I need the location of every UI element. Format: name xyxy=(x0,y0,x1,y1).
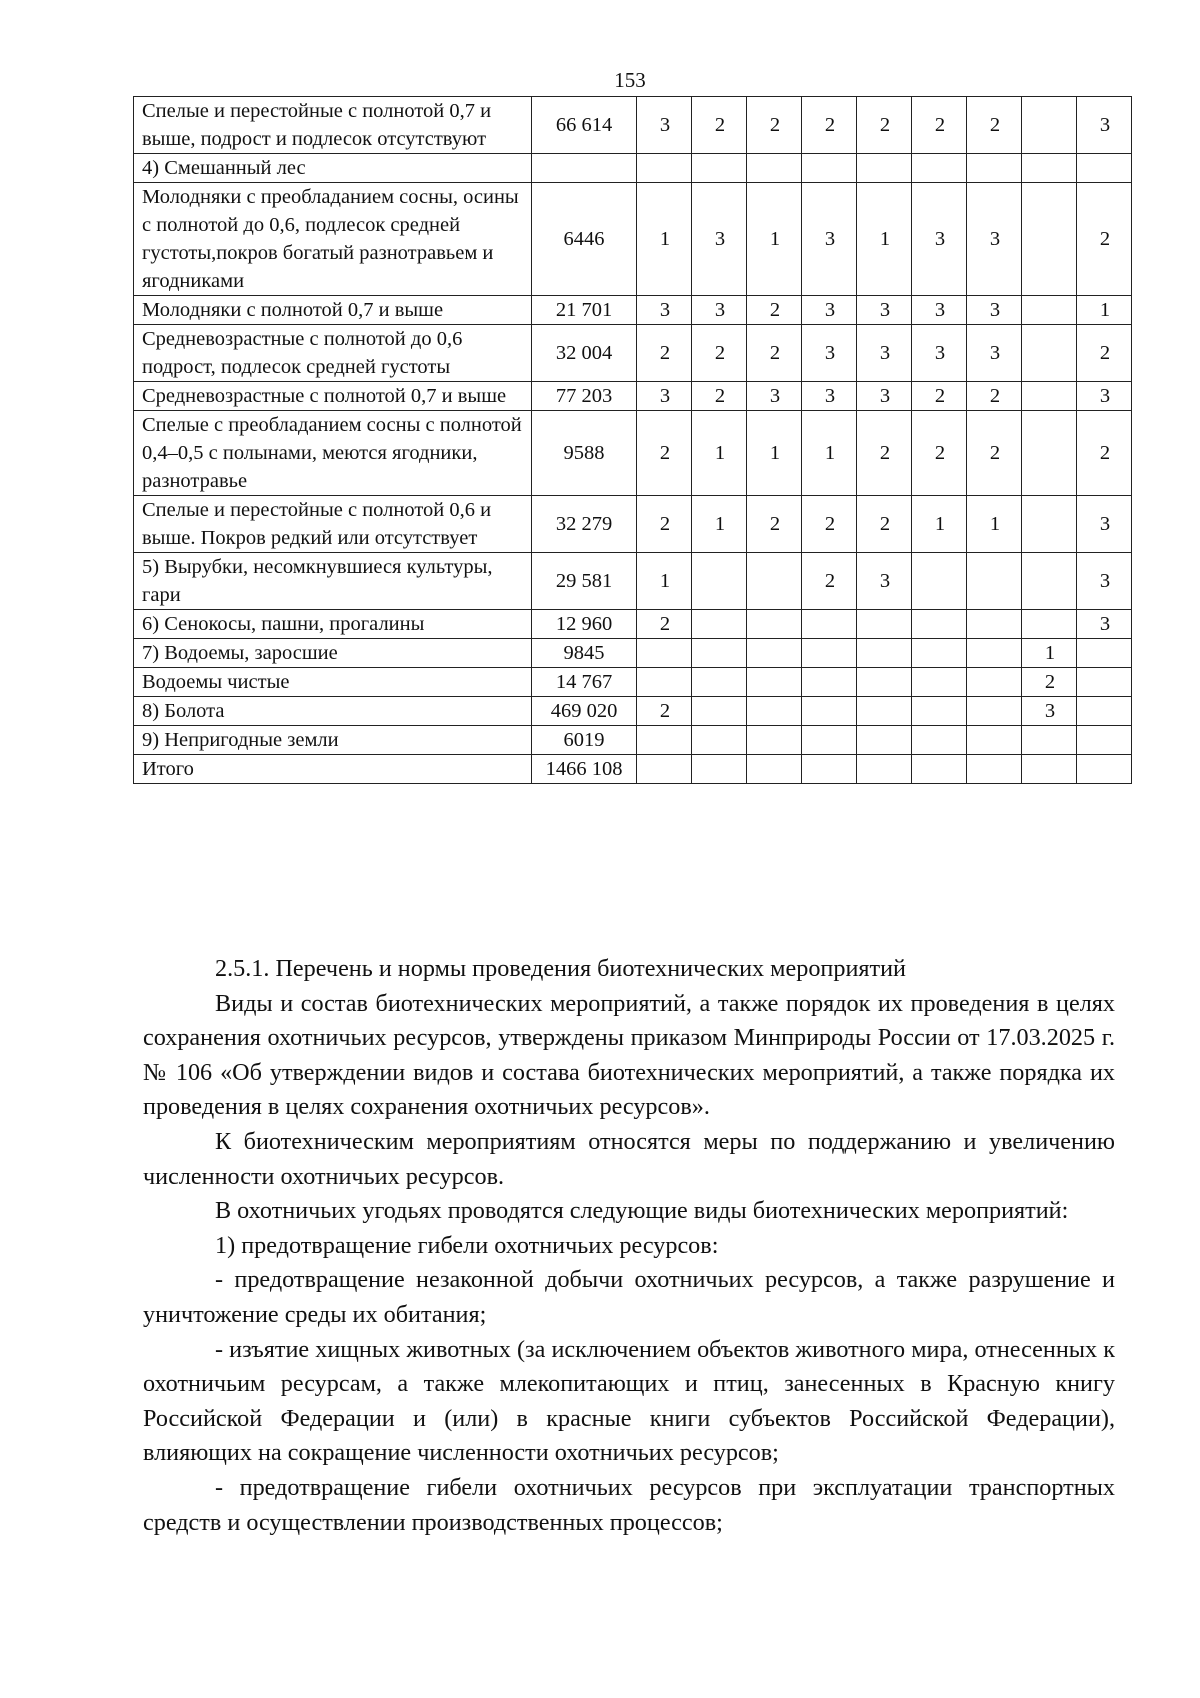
score-cell xyxy=(802,639,857,668)
score-cell: 2 xyxy=(857,411,912,496)
score-cell xyxy=(912,697,967,726)
score-cell: 1 xyxy=(967,496,1022,553)
score-cell: 2 xyxy=(802,97,857,154)
table-row xyxy=(134,325,1132,382)
score-cell xyxy=(747,697,802,726)
score-cell: 3 xyxy=(637,296,692,325)
score-cell: 2 xyxy=(857,97,912,154)
score-cell xyxy=(857,668,912,697)
score-cell: 3 xyxy=(747,382,802,411)
score-cell xyxy=(692,726,747,755)
score-cell: 3 xyxy=(967,183,1022,296)
score-cell xyxy=(967,610,1022,639)
area-cell: 469 020 xyxy=(532,697,637,726)
score-cell: 1 xyxy=(692,411,747,496)
paragraph: В охотничьих угодьях проводятся следующие виды биотехнических мероприятий: xyxy=(215,1197,1069,1225)
score-cell xyxy=(1022,183,1077,296)
score-cell xyxy=(1022,411,1077,496)
score-cell xyxy=(912,639,967,668)
score-cell xyxy=(967,668,1022,697)
score-cell: 1 xyxy=(637,183,692,296)
table-row xyxy=(134,296,1132,325)
table-body xyxy=(134,97,1132,784)
table-row xyxy=(134,411,1132,496)
score-cell xyxy=(802,668,857,697)
score-cell: 1 xyxy=(1077,296,1132,325)
score-cell xyxy=(747,639,802,668)
score-cell: 2 xyxy=(692,97,747,154)
score-cell: 3 xyxy=(912,183,967,296)
score-cell xyxy=(637,639,692,668)
category-cell: 7) Водоемы, заросшие xyxy=(134,639,532,668)
score-cell: 2 xyxy=(1022,668,1077,697)
area-cell: 12 960 xyxy=(532,610,637,639)
score-cell: 2 xyxy=(1077,183,1132,296)
score-cell: 3 xyxy=(857,553,912,610)
score-cell: 2 xyxy=(1077,411,1132,496)
score-cell: 2 xyxy=(912,411,967,496)
area-cell: 32 279 xyxy=(532,496,637,553)
category-cell: Молодняки с полнотой 0,7 и выше xyxy=(134,296,532,325)
score-cell: 2 xyxy=(967,411,1022,496)
score-cell: 3 xyxy=(802,183,857,296)
score-cell: 3 xyxy=(1077,610,1132,639)
score-cell xyxy=(967,553,1022,610)
score-cell xyxy=(802,154,857,183)
score-cell xyxy=(802,755,857,784)
category-cell: 6) Сенокосы, пашни, прогалины xyxy=(134,610,532,639)
section-heading: 2.5.1. Перечень и нормы проведения биотехнических мероприятий xyxy=(215,955,906,982)
table-row xyxy=(134,154,1132,183)
document-body xyxy=(143,952,1115,1540)
list-item: - предотвращение гибели охотничьих ресурсов при эксплуатации транспортных средств и осуществлении производственных процессов; xyxy=(143,1473,1115,1536)
score-cell: 2 xyxy=(912,382,967,411)
score-cell xyxy=(1077,154,1132,183)
score-cell xyxy=(1077,755,1132,784)
score-cell xyxy=(692,697,747,726)
score-cell xyxy=(747,668,802,697)
score-cell xyxy=(1022,97,1077,154)
score-cell xyxy=(857,610,912,639)
table-row xyxy=(134,382,1132,411)
score-cell xyxy=(692,639,747,668)
score-cell xyxy=(802,726,857,755)
score-cell: 2 xyxy=(1077,325,1132,382)
category-cell: Спелые и перестойные с полнотой 0,7 и выше, подрост и подлесок отсутствуют xyxy=(134,97,532,154)
score-cell xyxy=(1022,755,1077,784)
score-cell xyxy=(912,553,967,610)
score-cell xyxy=(857,697,912,726)
score-cell: 1 xyxy=(1022,639,1077,668)
score-cell xyxy=(747,553,802,610)
score-cell: 1 xyxy=(912,496,967,553)
score-cell xyxy=(1077,726,1132,755)
score-cell xyxy=(692,755,747,784)
score-cell xyxy=(692,668,747,697)
category-cell: Водоемы чистые xyxy=(134,668,532,697)
category-cell: 9) Непригодные земли xyxy=(134,726,532,755)
list-item: - изъятие хищных животных (за исключением объектов животного мира, отнесенных к охотничьим ресурсам, а также млекопитающих и птиц, занесенных в Красную книгу Российской Федерации и (или) в красные книги субъектов Российской Федерации), влияющих на сокращение численности охотничьих ресурсов; xyxy=(143,1335,1115,1467)
area-cell: 77 203 xyxy=(532,382,637,411)
score-cell: 3 xyxy=(692,296,747,325)
score-cell xyxy=(1022,610,1077,639)
area-cell: 21 701 xyxy=(532,296,637,325)
score-cell: 2 xyxy=(802,553,857,610)
score-cell xyxy=(1022,553,1077,610)
area-cell xyxy=(532,154,637,183)
score-cell: 3 xyxy=(802,382,857,411)
score-cell xyxy=(1022,382,1077,411)
area-cell: 9845 xyxy=(532,639,637,668)
paragraph: К биотехническим мероприятиям относятся меры по поддержанию и увеличению численности охотничьих ресурсов. xyxy=(143,1127,1115,1190)
score-cell: 2 xyxy=(747,325,802,382)
score-cell: 2 xyxy=(692,325,747,382)
score-cell xyxy=(912,726,967,755)
score-cell xyxy=(747,726,802,755)
table-row xyxy=(134,639,1132,668)
score-cell xyxy=(1022,496,1077,553)
score-cell xyxy=(747,610,802,639)
score-cell xyxy=(637,726,692,755)
score-cell xyxy=(637,755,692,784)
score-cell: 3 xyxy=(637,97,692,154)
list-item: - предотвращение незаконной добычи охотничьих ресурсов, а также разрушение и уничтожение среды их обитания; xyxy=(143,1266,1115,1328)
score-cell: 2 xyxy=(692,382,747,411)
category-cell: Средневозрастные с полнотой до 0,6 подрост, подлесок средней густоты xyxy=(134,325,532,382)
score-cell xyxy=(692,553,747,610)
score-cell xyxy=(747,755,802,784)
score-cell xyxy=(692,154,747,183)
score-cell: 3 xyxy=(1077,382,1132,411)
score-cell xyxy=(967,697,1022,726)
score-cell: 2 xyxy=(747,296,802,325)
score-cell xyxy=(967,639,1022,668)
area-cell: 29 581 xyxy=(532,553,637,610)
score-cell xyxy=(857,726,912,755)
table-row xyxy=(134,668,1132,697)
category-cell: 4) Смешанный лес xyxy=(134,154,532,183)
category-cell: 8) Болота xyxy=(134,697,532,726)
score-cell xyxy=(1077,697,1132,726)
score-cell xyxy=(1077,639,1132,668)
score-cell xyxy=(1022,154,1077,183)
score-cell: 3 xyxy=(802,325,857,382)
score-cell: 3 xyxy=(857,296,912,325)
score-cell xyxy=(967,154,1022,183)
category-cell: Итого xyxy=(134,755,532,784)
score-cell xyxy=(1077,668,1132,697)
score-cell xyxy=(747,154,802,183)
score-cell: 2 xyxy=(637,325,692,382)
score-cell: 1 xyxy=(747,183,802,296)
habitat-table xyxy=(133,96,1132,784)
score-cell xyxy=(802,697,857,726)
score-cell: 2 xyxy=(912,97,967,154)
score-cell: 1 xyxy=(692,496,747,553)
score-cell xyxy=(912,668,967,697)
score-cell: 1 xyxy=(802,411,857,496)
score-cell xyxy=(692,610,747,639)
category-cell: 5) Вырубки, несомкнувшиеся культуры, гари xyxy=(134,553,532,610)
table-row xyxy=(134,97,1132,154)
score-cell: 2 xyxy=(747,97,802,154)
score-cell: 1 xyxy=(637,553,692,610)
score-cell: 1 xyxy=(747,411,802,496)
score-cell: 2 xyxy=(802,496,857,553)
area-cell: 66 614 xyxy=(532,97,637,154)
area-cell: 32 004 xyxy=(532,325,637,382)
score-cell: 3 xyxy=(912,325,967,382)
score-cell: 3 xyxy=(1022,697,1077,726)
score-cell xyxy=(912,154,967,183)
score-cell: 2 xyxy=(747,496,802,553)
score-cell: 3 xyxy=(857,325,912,382)
area-cell: 14 767 xyxy=(532,668,637,697)
score-cell xyxy=(857,154,912,183)
score-cell: 2 xyxy=(637,496,692,553)
score-cell: 3 xyxy=(912,296,967,325)
area-cell: 6019 xyxy=(532,726,637,755)
page-number: 153 xyxy=(614,68,646,92)
score-cell: 2 xyxy=(857,496,912,553)
score-cell: 3 xyxy=(1077,496,1132,553)
score-cell xyxy=(802,610,857,639)
score-cell: 2 xyxy=(967,382,1022,411)
score-cell: 3 xyxy=(637,382,692,411)
table-row xyxy=(134,553,1132,610)
list-item: 1) предотвращение гибели охотничьих ресурсов: xyxy=(215,1231,719,1259)
paragraph: Виды и состав биотехнических мероприятий, а также порядок их проведения в целях сохранения охотничьих ресурсов, утверждены приказом Минприроды России от 17.03.2025 г. № 106 «Об утверждении видов и состава биотехнических мероприятий, а также порядка их проведения в целях сохранения охотничьих ресурсов». xyxy=(143,989,1115,1121)
score-cell: 2 xyxy=(637,610,692,639)
area-cell: 6446 xyxy=(532,183,637,296)
score-cell: 3 xyxy=(692,183,747,296)
score-cell xyxy=(967,726,1022,755)
area-cell: 9588 xyxy=(532,411,637,496)
table-row xyxy=(134,610,1132,639)
score-cell xyxy=(637,668,692,697)
score-cell xyxy=(857,755,912,784)
score-cell: 3 xyxy=(1077,553,1132,610)
score-cell xyxy=(912,755,967,784)
score-cell xyxy=(912,610,967,639)
score-cell: 2 xyxy=(967,97,1022,154)
table-row xyxy=(134,697,1132,726)
table-row xyxy=(134,755,1132,784)
score-cell: 1 xyxy=(857,183,912,296)
table-row xyxy=(134,496,1132,553)
score-cell: 3 xyxy=(967,296,1022,325)
score-cell xyxy=(857,639,912,668)
score-cell: 3 xyxy=(1077,97,1132,154)
score-cell xyxy=(1022,726,1077,755)
category-cell: Молодняки с преобладанием сосны, осины с полнотой до 0,6, подлесок средней густоты,покров богатый разнотравьем и ягодниками xyxy=(134,183,532,296)
table-row xyxy=(134,183,1132,296)
category-cell: Средневозрастные с полнотой 0,7 и выше xyxy=(134,382,532,411)
score-cell xyxy=(967,755,1022,784)
category-cell: Спелые с преобладанием сосны с полнотой 0,4–0,5 с полынами, меются ягодники, разнотравье xyxy=(134,411,532,496)
score-cell xyxy=(637,154,692,183)
score-cell xyxy=(1022,296,1077,325)
score-cell: 3 xyxy=(802,296,857,325)
category-cell: Спелые и перестойные с полнотой 0,6 и выше. Покров редкий или отсутствует xyxy=(134,496,532,553)
area-cell: 1466 108 xyxy=(532,755,637,784)
score-cell: 3 xyxy=(857,382,912,411)
score-cell: 2 xyxy=(637,411,692,496)
score-cell: 3 xyxy=(967,325,1022,382)
table-row xyxy=(134,726,1132,755)
score-cell xyxy=(1022,325,1077,382)
score-cell: 2 xyxy=(637,697,692,726)
